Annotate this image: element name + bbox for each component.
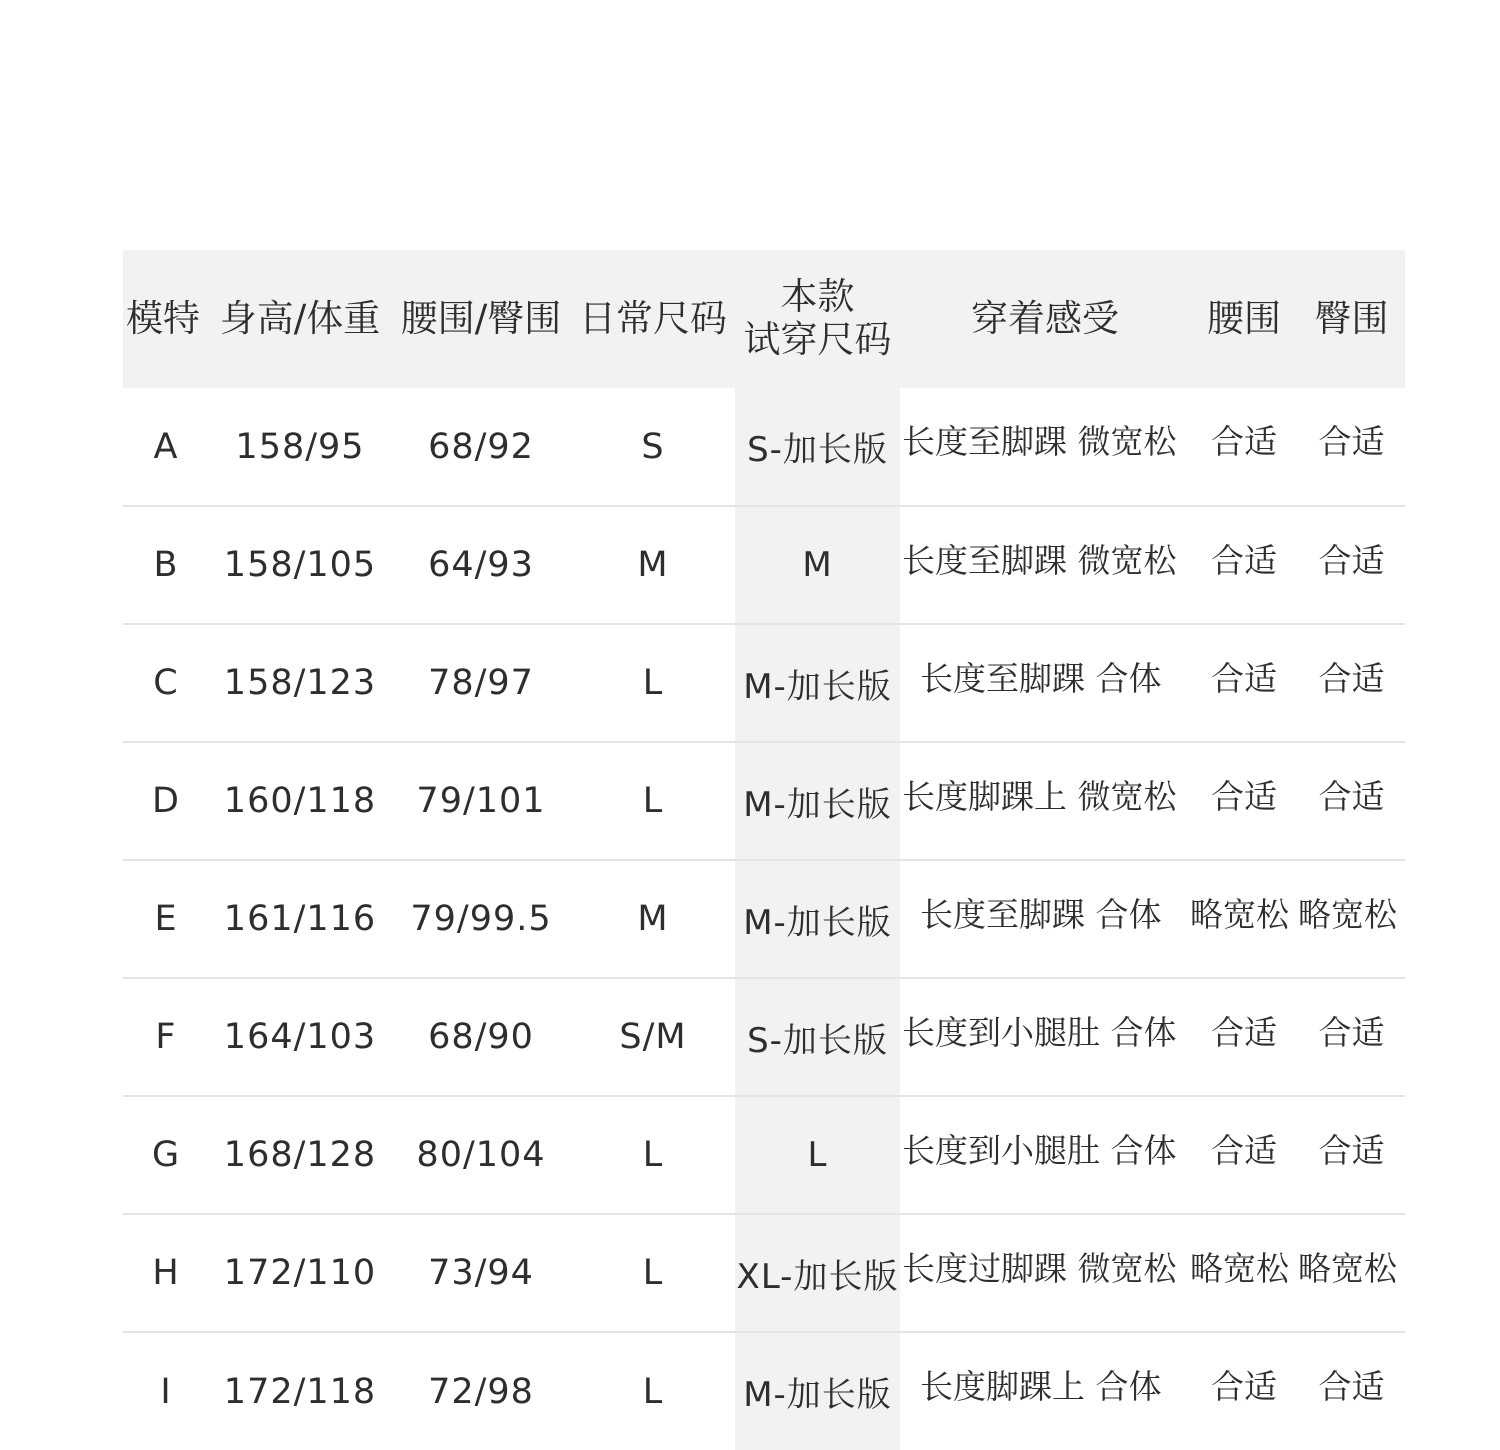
cell-waist: 合适 <box>1190 1096 1298 1214</box>
cell-model: C <box>123 624 209 742</box>
cell-feeling: 长度至脚踝 合体 <box>900 860 1190 978</box>
cell-waist-hip: 79/99.5 <box>391 860 571 978</box>
cell-daily-size: S <box>571 388 735 506</box>
cell-model: D <box>123 742 209 860</box>
cell-tryon-size: L <box>735 1096 900 1214</box>
cell-waist-hip: 73/94 <box>391 1214 571 1332</box>
table-row <box>123 624 1405 742</box>
cell-height-weight: 158/105 <box>209 506 391 624</box>
cell-waist-hip: 68/92 <box>391 388 571 506</box>
table-row <box>123 388 1405 506</box>
cell-hip: 合适 <box>1298 388 1405 506</box>
cell-daily-size: L <box>571 1214 735 1332</box>
header-tryon-size-line1: 本款 <box>780 275 855 319</box>
header-waist-hip: 腰围/臀围 <box>400 296 562 340</box>
cell-feeling: 长度至脚踝 微宽松 <box>900 506 1190 624</box>
cell-waist: 合适 <box>1190 506 1298 624</box>
cell-daily-size: S/M <box>571 978 735 1096</box>
cell-waist: 略宽松 <box>1190 1214 1298 1332</box>
cell-waist-hip: 78/97 <box>391 624 571 742</box>
table-row <box>123 978 1405 1096</box>
cell-model: F <box>123 978 209 1096</box>
cell-height-weight: 161/116 <box>209 860 391 978</box>
cell-hip: 合适 <box>1298 978 1405 1096</box>
cell-waist-hip: 79/101 <box>391 742 571 860</box>
cell-height-weight: 172/118 <box>223 1371 377 1412</box>
header-hip: 臀围 <box>1314 296 1389 340</box>
cell-height-weight: 158/123 <box>209 624 391 742</box>
table-row <box>123 860 1405 978</box>
cell-waist: 合适 <box>1190 388 1298 506</box>
cell-model: E <box>123 860 209 978</box>
cell-waist: 合适 <box>1211 1367 1277 1406</box>
cell-daily-size: L <box>571 624 735 742</box>
cell-tryon-size: M-加长版 <box>735 860 900 978</box>
cell-hip: 略宽松 <box>1298 1214 1405 1332</box>
cell-waist: 略宽松 <box>1190 860 1298 978</box>
cell-feeling: 长度过脚踝 微宽松 <box>900 1214 1190 1332</box>
model-size-table <box>123 250 1405 1450</box>
cell-height-weight: 164/103 <box>209 978 391 1096</box>
cell-daily-size: L <box>571 742 735 860</box>
cell-hip: 合适 <box>1298 742 1405 860</box>
cell-tryon-size: S-加长版 <box>735 978 900 1096</box>
table-row <box>123 1096 1405 1214</box>
cell-waist: 合适 <box>1190 742 1298 860</box>
cell-tryon-size: M-加长版 <box>735 624 900 742</box>
cell-height-weight: 160/118 <box>209 742 391 860</box>
cell-height-weight: 172/110 <box>209 1214 391 1332</box>
cell-height-weight: 168/128 <box>209 1096 391 1214</box>
cell-waist-hip: 68/90 <box>391 978 571 1096</box>
cell-model: A <box>123 388 209 506</box>
table-body <box>123 388 1405 1450</box>
cell-model: B <box>123 506 209 624</box>
header-row <box>123 250 1405 388</box>
header-daily-size: 日常尺码 <box>579 296 727 340</box>
cell-tryon-size: S-加长版 <box>735 388 900 506</box>
table-row <box>123 1332 1405 1450</box>
cell-hip: 略宽松 <box>1298 860 1405 978</box>
cell-tryon-size: M-加长版 <box>735 742 900 860</box>
header-tryon-size <box>735 250 900 388</box>
cell-hip: 合适 <box>1298 624 1405 742</box>
table-header <box>123 250 1405 388</box>
cell-height-weight: 158/95 <box>209 388 391 506</box>
cell-tryon-size: M <box>735 506 900 624</box>
cell-feeling: 长度至脚踝 合体 <box>900 624 1190 742</box>
cell-daily-size: L <box>571 1096 735 1214</box>
cell-tryon-size: XL-加长版 <box>735 1214 900 1332</box>
cell-daily-size: M <box>571 860 735 978</box>
cell-hip: 合适 <box>1318 1367 1385 1406</box>
table-row <box>123 742 1405 860</box>
header-model: 模特 <box>126 296 200 340</box>
cell-feeling: 长度脚踝上 合体 <box>920 1367 1162 1406</box>
cell-feeling: 长度至脚踝 微宽松 <box>900 388 1190 506</box>
cell-daily-size: L <box>642 1371 664 1412</box>
table-row <box>123 506 1405 624</box>
header-feeling: 穿着感受 <box>971 296 1119 340</box>
cell-feeling: 长度到小腿肚 合体 <box>900 1096 1190 1214</box>
cell-model: H <box>123 1214 209 1332</box>
cell-feeling: 长度脚踝上 微宽松 <box>900 742 1190 860</box>
cell-hip: 合适 <box>1298 1096 1405 1214</box>
cell-feeling: 长度到小腿肚 合体 <box>900 978 1190 1096</box>
cell-waist: 合适 <box>1190 624 1298 742</box>
cell-waist-hip: 64/93 <box>391 506 571 624</box>
cell-daily-size: M <box>571 506 735 624</box>
cell-tryon-size: M-加长版 <box>735 1332 900 1450</box>
cell-hip: 合适 <box>1298 506 1405 624</box>
header-waist: 腰围 <box>1207 296 1281 340</box>
header-height-weight: 身高/体重 <box>219 296 381 340</box>
cell-model: I <box>160 1371 172 1412</box>
cell-model: G <box>123 1096 209 1214</box>
header-tryon-size-line2: 试穿尺码 <box>743 318 892 361</box>
table-row <box>123 1214 1405 1332</box>
cell-waist-hip: 80/104 <box>391 1096 571 1214</box>
cell-waist-hip: 72/98 <box>428 1371 534 1412</box>
cell-waist: 合适 <box>1190 978 1298 1096</box>
